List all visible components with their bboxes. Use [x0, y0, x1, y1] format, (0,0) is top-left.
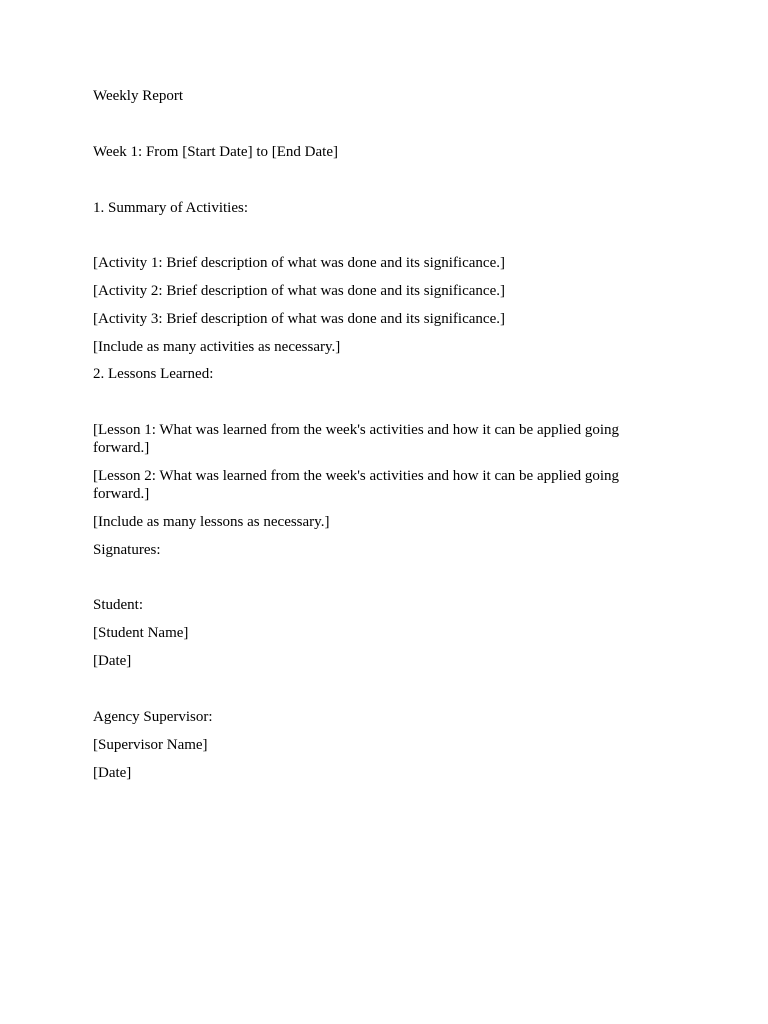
activity-item: [Activity 3: Brief description of what was done and its significance.] — [93, 311, 505, 327]
lesson-item: [Lesson 1: What was learned from the week's activities and how it can be applied going forward.] — [93, 422, 620, 456]
summary-heading: 1. Summary of Activities: — [93, 200, 248, 216]
supervisor-date: [Date] — [93, 765, 132, 781]
student-label: Student: — [93, 597, 144, 613]
lessons-heading: 2. Lessons Learned: — [93, 366, 214, 382]
document-title: Weekly Report — [93, 88, 184, 104]
lesson-item: [Lesson 2: What was learned from the week's activities and how it can be applied going forward.] — [93, 468, 620, 502]
student-date: [Date] — [93, 653, 132, 669]
signatures-heading: Signatures: — [93, 542, 161, 558]
activity-item: [Activity 2: Brief description of what was done and its significance.] — [93, 283, 505, 299]
lesson-item: [Include as many lessons as necessary.] — [93, 514, 330, 530]
activity-item: [Include as many activities as necessary.] — [93, 339, 341, 355]
activity-item: [Activity 1: Brief description of what was done and its significance.] — [93, 255, 505, 271]
supervisor-name: [Supervisor Name] — [93, 737, 208, 753]
student-name: [Student Name] — [93, 625, 189, 641]
supervisor-label: Agency Supervisor: — [93, 709, 213, 725]
week-line: Week 1: From [Start Date] to [End Date] — [93, 144, 338, 160]
